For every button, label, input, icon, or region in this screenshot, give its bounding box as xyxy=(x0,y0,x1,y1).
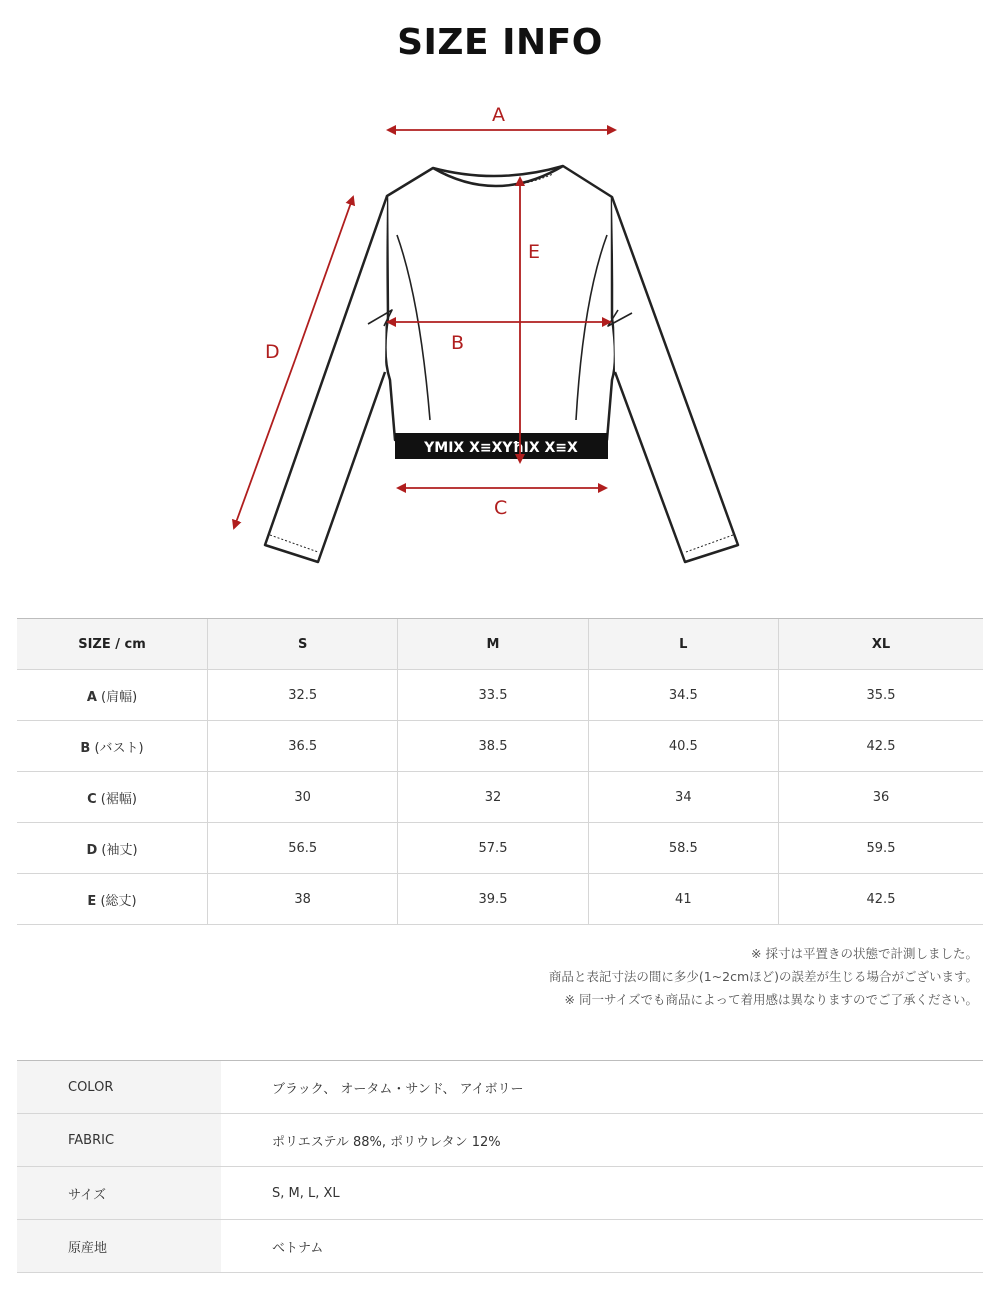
row-label: B (バスト) xyxy=(17,721,208,772)
table-cell: 41 xyxy=(588,874,778,925)
table-cell: 39.5 xyxy=(398,874,588,925)
row-label: C (裾幅) xyxy=(17,772,208,823)
table-row xyxy=(17,823,983,874)
waistband-text: YMIX X≡XYħIX X≡X xyxy=(424,440,578,456)
table-cell: 32.5 xyxy=(208,670,398,721)
header-xl: XL xyxy=(779,619,984,670)
table-cell: 34 xyxy=(588,772,778,823)
info-label: FABRIC xyxy=(17,1114,221,1167)
row-label: D (袖丈) xyxy=(17,823,208,874)
table-row xyxy=(17,772,983,823)
header-s: S xyxy=(208,619,398,670)
table-row xyxy=(17,874,983,925)
table-cell: 58.5 xyxy=(588,823,778,874)
table-cell: 38 xyxy=(208,874,398,925)
table-cell: 38.5 xyxy=(398,721,588,772)
info-label: サイズ xyxy=(17,1167,221,1220)
header-l: L xyxy=(588,619,778,670)
row-label: A (肩幅) xyxy=(17,670,208,721)
label-c: C xyxy=(494,497,508,519)
table-cell: 59.5 xyxy=(779,823,984,874)
product-info-table xyxy=(17,1060,983,1273)
label-b: B xyxy=(451,332,465,354)
info-value: ブラック、 オータム・サンド、 アイボリー xyxy=(221,1061,983,1114)
table-cell: 56.5 xyxy=(208,823,398,874)
table-cell: 33.5 xyxy=(398,670,588,721)
info-label: 原産地 xyxy=(17,1220,221,1273)
note-line: 商品と表記寸法の間に多少(1~2cmほど)の誤差が生じる場合がございます。 xyxy=(548,969,978,984)
label-a: A xyxy=(492,104,505,126)
info-label: COLOR xyxy=(17,1061,221,1114)
note-line: ※ 同一サイズでも商品によって着用感は異なりますのでご了承ください。 xyxy=(564,992,978,1007)
table-cell: 30 xyxy=(208,772,398,823)
table-cell: 35.5 xyxy=(779,670,984,721)
size-table-header xyxy=(17,619,983,670)
table-cell: 42.5 xyxy=(779,874,984,925)
table-cell: 34.5 xyxy=(588,670,778,721)
note-line: ※ 採寸は平置きの状態で計測しました。 xyxy=(751,946,978,961)
table-cell: 36.5 xyxy=(208,721,398,772)
table-row xyxy=(17,670,983,721)
header-m: M xyxy=(398,619,588,670)
table-cell: 36 xyxy=(779,772,984,823)
size-table xyxy=(17,618,983,925)
waistband xyxy=(395,433,608,459)
info-row-origin xyxy=(17,1220,983,1273)
info-value: ポリエステル 88%, ポリウレタン 12% xyxy=(221,1114,983,1167)
info-value: S, M, L, XL xyxy=(221,1167,983,1220)
label-e: E xyxy=(528,241,541,263)
table-cell: 57.5 xyxy=(398,823,588,874)
info-row-color xyxy=(17,1061,983,1114)
table-cell: 42.5 xyxy=(779,721,984,772)
info-row-fabric xyxy=(17,1114,983,1167)
table-cell: 40.5 xyxy=(588,721,778,772)
info-value: ベトナム xyxy=(221,1220,983,1273)
label-d: D xyxy=(265,341,280,363)
measurement-notes xyxy=(549,942,978,1011)
row-label: E (総丈) xyxy=(17,874,208,925)
header-size-cm: SIZE / cm xyxy=(17,619,208,670)
info-row-size xyxy=(17,1167,983,1220)
table-row xyxy=(17,721,983,772)
page-title: SIZE INFO xyxy=(397,22,603,63)
garment-measurement-diagram xyxy=(200,95,800,575)
table-cell: 32 xyxy=(398,772,588,823)
